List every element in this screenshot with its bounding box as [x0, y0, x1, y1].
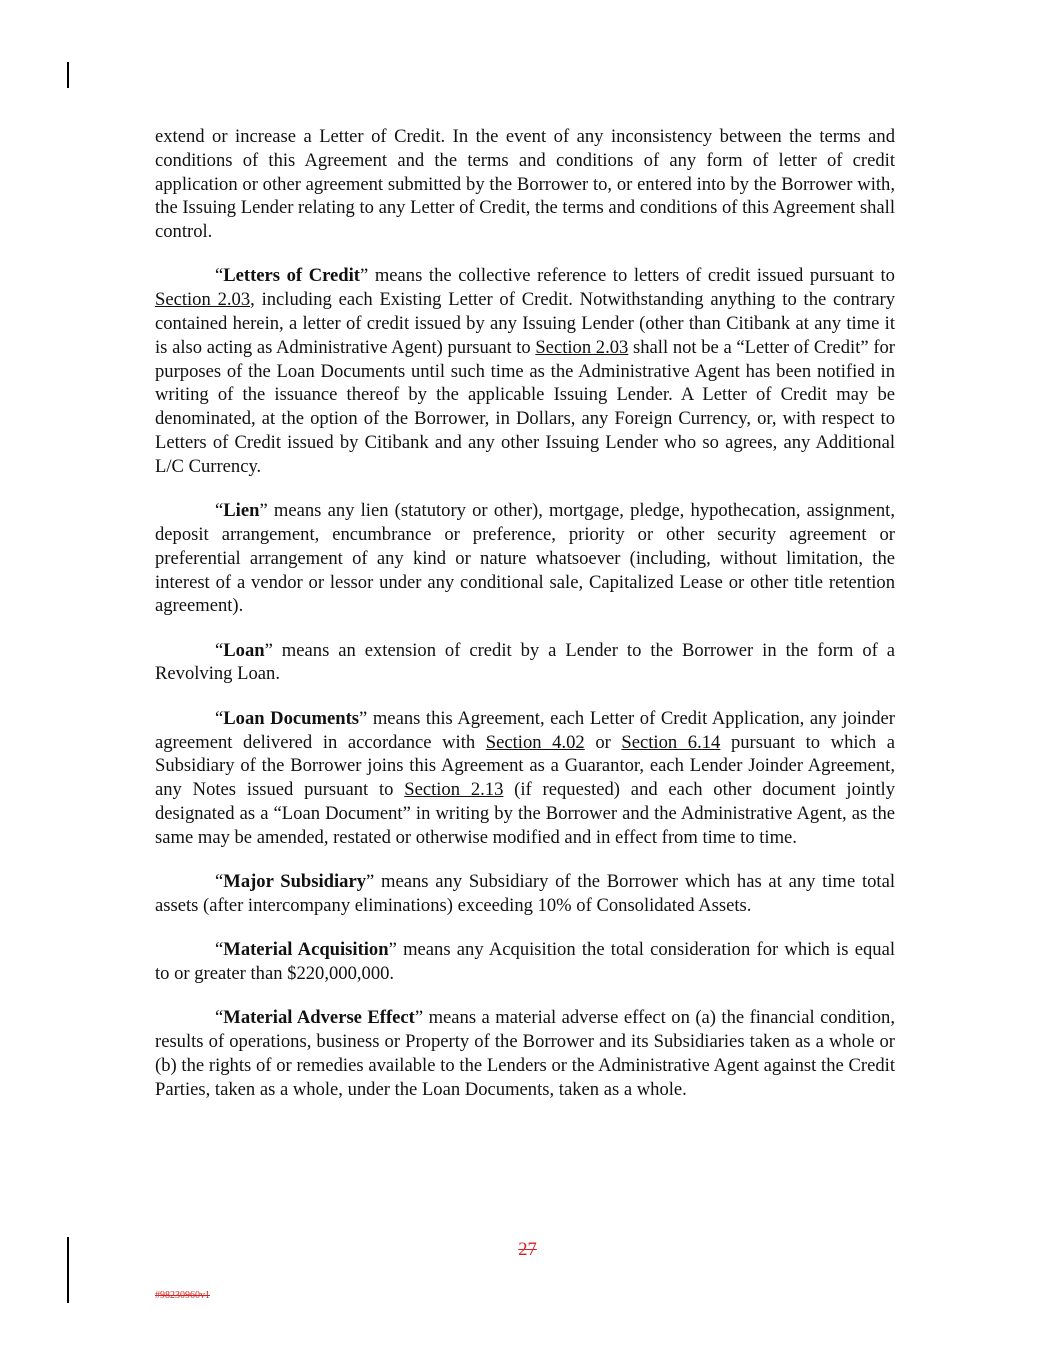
paragraph-text: “	[215, 639, 224, 661]
paragraph	[155, 499, 895, 618]
paragraph-text: “	[215, 707, 224, 729]
paragraph	[155, 707, 895, 850]
section-reference: Section 6.14	[621, 731, 721, 753]
page-number: 27	[518, 1239, 537, 1260]
defined-term: Lien	[223, 500, 260, 522]
paragraph	[155, 870, 895, 918]
paragraph-text: ” means any Acquisition the total consideration for which is equal to or greater than $220,000,000.	[155, 939, 895, 984]
paragraph-text: ” means any lien (statutory or other), mortgage, pledge, hypothecation, assignment, deposit arrangement, encumbrance or preference, priority or other security agreement or preferential arrangement of any kind or nature whatsoever (including, without limitation, the interest of a vendor or lessor under any conditional sale, Capitalized Lease or other title retention agreement).	[155, 500, 895, 617]
section-reference: Section 2.03	[155, 289, 251, 311]
paragraph-text: shall not be a “Letter of Credit” for purposes of the Loan Documents until such time as the Administrative Agent has been notified in writing of the issuance thereof by the applicable Issuing Lender. A Letter of Credit may be denominated, at the option of the Borrower, in Dollars, any Foreign Currency, or, with respect to Letters of Credit issued by Citibank and any other Issuing Lender who so agrees, any Additional L/C Currency.	[155, 336, 895, 477]
document-body	[155, 125, 895, 1122]
paragraph-text: or	[584, 731, 622, 753]
defined-term: Loan	[223, 639, 265, 661]
section-reference: Section 2.13	[404, 779, 504, 801]
paragraph	[155, 1006, 895, 1101]
paragraph-text: ” means this Agreement, each Letter of Credit Application, any joinder agreement delivered in accordance with	[155, 707, 895, 753]
paragraph-text: “	[215, 871, 224, 893]
paragraph-text: ” means a material adverse effect on (a) the financial condition, results of operations, business or Property of the Borrower and its Subsidiaries taken as a whole or (b) the rights of or remedies available to the Lenders or the Administrative Agent against the Credit Parties, taken as a whole, under the Loan Documents, taken as a whole.	[155, 1007, 895, 1100]
paragraph-text: “	[215, 1007, 224, 1029]
paragraph-text: “	[215, 500, 224, 522]
paragraph-text: extend or increase a Letter of Credit. In the event of any inconsistency between the terms and conditions of this Agreement and the terms and conditions of any form of letter of credit application or other agreement submitted by the Borrower to, or entered into by the Borrower with, the Issuing Lender relating to any Letter of Credit, the terms and conditions of this Agreement shall control.	[155, 126, 895, 243]
paragraph-text: (if requested) and each other document jointly designated as a “Loan Document” in writing by the Borrower and the Administrative Agent, as the same may be amended, restated or otherwise modified and in effect from time to time.	[155, 779, 895, 848]
paragraph	[155, 264, 895, 478]
paragraph-text: “	[215, 939, 224, 961]
paragraph-text: , including each Existing Letter of Credit. Notwithstanding anything to the contrary contained herein, a letter of credit issued by any Issuing Lender (other than Citibank at any time it is also acting as Administrative Agent) pursuant to	[155, 289, 896, 358]
section-reference: Section 4.02	[485, 731, 585, 753]
paragraph-text: ” means any Subsidiary of the Borrower which has at any time total assets (after intercompany eliminations) exceeding 10% of Consolidated Assets.	[155, 871, 895, 916]
paragraph	[155, 125, 895, 244]
paragraph-text: “	[215, 265, 224, 287]
section-reference: Section 2.03	[535, 336, 629, 358]
change-bar-top	[67, 62, 69, 88]
defined-term: Material Adverse Effect	[223, 1007, 415, 1029]
defined-term: Letters of Credit	[223, 265, 360, 287]
paragraph-text: ” means the collective reference to letters of credit issued pursuant to	[360, 265, 895, 287]
defined-term: Material Acquisition	[223, 939, 389, 961]
paragraph	[155, 938, 895, 986]
defined-term: Major Subsidiary	[223, 871, 367, 893]
document-id: #98230960v1	[155, 1290, 210, 1301]
paragraph-text: pursuant to which a Subsidiary of the Borrower joins this Agreement as a Guarantor, each Lender Joinder Agreement, any Notes issued pursuant to	[155, 731, 895, 801]
paragraph	[155, 639, 895, 687]
paragraph-text: ” means an extension of credit by a Lender to the Borrower in the form of a Revolving Loan.	[155, 639, 895, 685]
defined-term: Loan Documents	[223, 707, 360, 729]
